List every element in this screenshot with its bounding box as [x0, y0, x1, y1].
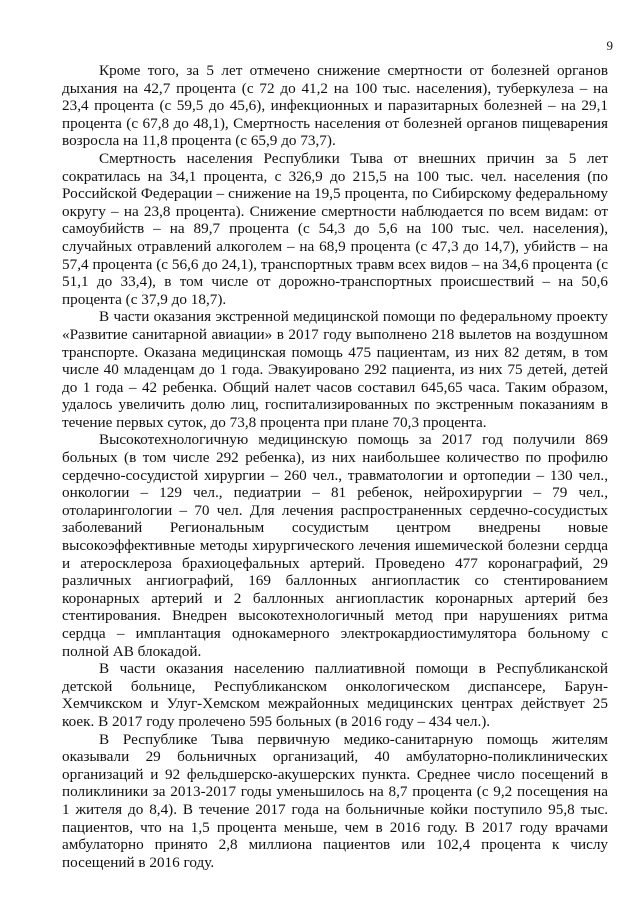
paragraph-palliative-care: В части оказания населению паллиативной помощи в Республиканской детской больнице, Республиканском онкологическом диспансере, Барун-Хемчикском и Улуг-Хемском межрайонных медицинских центрах действует 25 коек. В 2017 году пролечено 595 больных (в 2016 году – 434 чел.). — [62, 660, 608, 730]
paragraph-primary-care: В Республике Тыва первичную медико-санитарную помощь жителям оказывали 29 больничных организаций, 40 амбулаторно-поликлинических организаций и 92 фельдшерско-акушерских пункта. Среднее число посещений в поликлиники за 2013-2017 годы уменьшилось на 8,7 процента (с 9,2 посещения на 1 жителя до 8,4). В течение 2017 года на больничные койки поступило 95,8 тыс. пациентов, что на 1,5 процента меньше, чем в 2016 году. В 2017 году врачами амбулаторно принято 2,8 миллиона пациентов или 102,4 процента к числу посещений в 2016 году. — [62, 730, 608, 871]
paragraph-air-ambulance: В части оказания экстренной медицинской помощи по федеральному проекту «Развитие санитарной авиации» в 2017 году выполнено 218 вылетов на воздушном транспорте. Оказана медицинская помощь 475 пациентам, из них 82 детям, в том числе 40 младенцам до 1 года. Эвакуировано 292 пациента, из них 75 детей, детей до 1 года – 42 ребенка. Общий налет часов составил 645,65 часа. Таким образом, удалось увеличить долю лиц, госпитализированных по экстренным показаниям в течение первых суток, до 73,8 процента при плане 70,3 процента. — [62, 308, 608, 431]
paragraph-high-tech-care: Высокотехнологичную медицинскую помощь за 2017 год получили 869 больных (в том числе 292 ребенка), из них наибольшее количество по профилю сердечно-сосудистой хирургии – 260 чел., травматологии и ортопедии – 130 чел., онкологии – 129 чел., педиатрии – 81 ребенок, нейрохирургии – 79 чел., отоларингологии – 70 чел. Для лечения распространенных сердечно-сосудистых заболеваний Региональным сосудистым центром внедрены новые высокоэффективные методы хирургического лечения ишемической болезни сердца и атеросклероза брахиоцефальных артерий. Проведено 477 коронаграфий, 29 различных ангиографий, 169 баллонных ангиопластик со стентированием коронарных артерий и 2 баллонных ангиопластик коронарных артерий без стентирования. Внедрен высокотехнологичный метод при нарушениях ритма сердца – имплантация однокамерного электрокардиостимулятора больному с полной АВ блокадой. — [62, 431, 608, 660]
paragraph-external-causes: Смертность населения Республики Тыва от внешних причин за 5 лет сократилась на 34,1 процента, с 326,9 до 215,5 на 100 тыс. чел. населения (по Российской Федерации – снижение на 19,5 процента, по Сибирскому федеральному округу – на 23,8 процента). Снижение смертности наблюдается по всем видам: от самоубийств – на 89,7 процента (с 54,3 до 5,6 на 100 тыс. чел. населения), случайных отравлений алкоголем – на 68,9 процента (с 47,3 до 14,7), убийств – на 57,4 процента (с 56,6 до 24,1), транспортных травм всех видов – на 34,6 процента (с 51,1 до 33,4), в том числе от дорожно-транспортных происшествий – на 50,6 процента (с 37,9 до 18,7). — [62, 149, 608, 308]
paragraph-respiratory-mortality: Кроме того, за 5 лет отмечено снижение смертности от болезней органов дыхания на 42,7 процента (с 72 до 41,2 на 100 тыс. населения), туберкулеза – на 23,4 процента (с 59,5 до 45,6), инфекционных и паразитарных болезней – на 29,1 процента (с 67,8 до 48,1), Смертность населения от болезней органов пищеварения возросла на 11,8 процента (с 65,9 до 73,7). — [62, 62, 608, 150]
document-body — [62, 62, 608, 871]
page-number: 9 — [606, 38, 613, 53]
